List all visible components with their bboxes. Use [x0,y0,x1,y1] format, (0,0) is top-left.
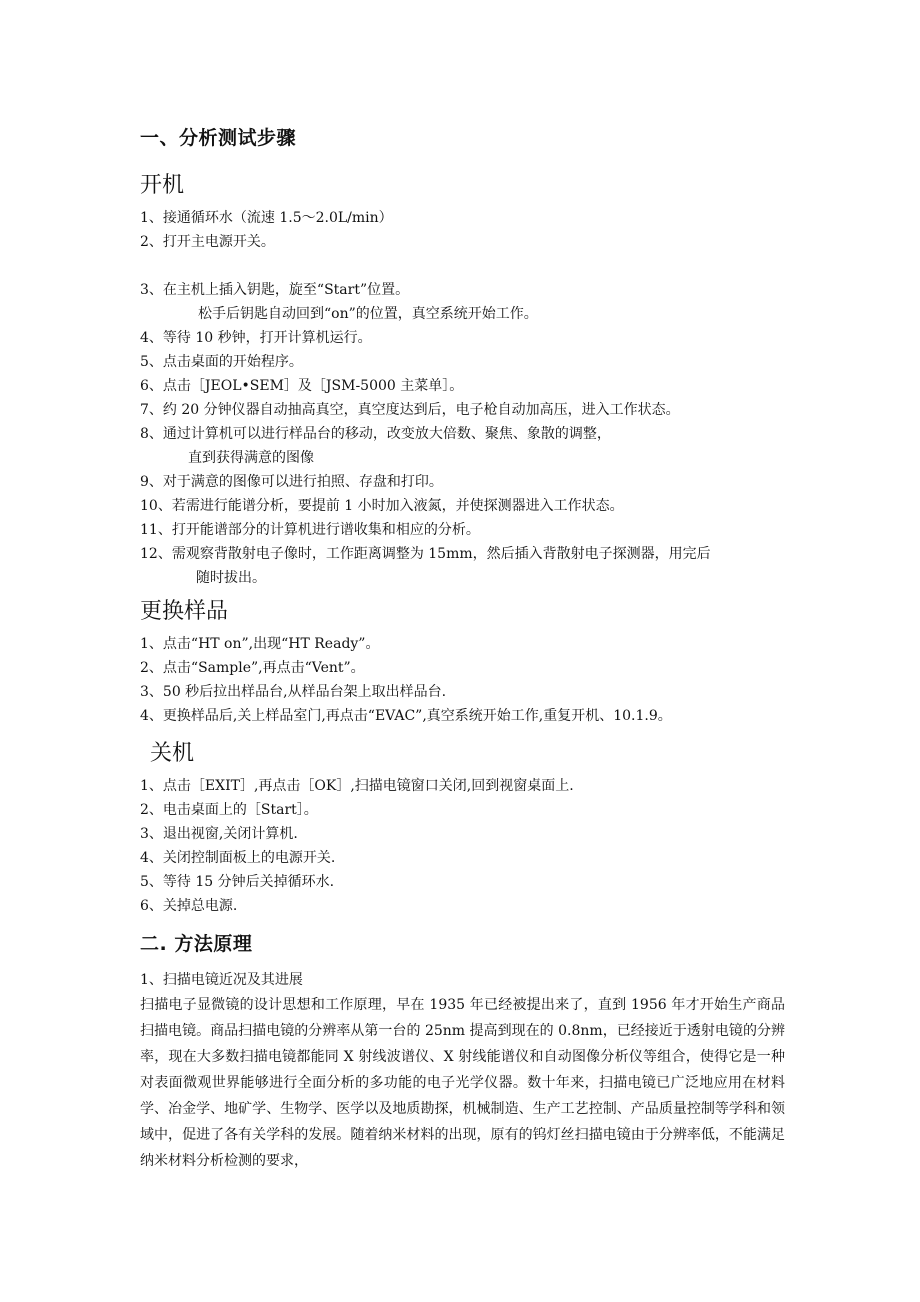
sample-steps [140,632,790,728]
list-item: 5、等待 15 分钟后关掉循环水. [140,874,335,890]
section-heading-analysis: 一、分析测试步骤 [140,127,297,149]
shutdown-steps [140,774,790,918]
list-item-continuation: 随时拔出。 [196,570,266,586]
list-item: 6、点击［JEOL•SEM］及［JSM-5000 主菜单］。 [140,378,464,394]
list-item: 1、点击“HT on”,出现“HT Ready”。 [140,636,380,652]
list-item-continuation: 松手后钥匙自动回到“on”的位置，真空系统开始工作。 [198,306,538,322]
document-page [140,118,790,1174]
subheading-startup: 开机 [140,173,185,198]
list-item: 11、打开能谱部分的计算机进行谱收集和相应的分析。 [140,522,480,538]
list-item: 4、关闭控制面板上的电源开关. [140,850,336,866]
body-paragraph: 扫描电子显微镜的设计思想和工作原理，早在 1935 年已经被提出来了，直到 1956 年才开始生产商品扫描电镜。商品扫描电镜的分辨率从第一台的 25nm 提高到现在的 0.8nm，已经接近于透射电镜的分辨率，现在大多数扫描电镜都能同 X 射线波谱仪、X 射线能谱仪和自动图像分析仪等组合，使得它是一种对表面微观世界能够进行全面分析的多功能的电子光学仪器。数十年来，扫描电镜已广泛地应用在材料学、冶金学、地矿学、生物学、医学以及地质勘探，机械制造、生产工艺控制、产品质量控制等学科和领域中，促进了各有关学科的发展。随着纳米材料的出现，原有的钨灯丝扫描电镜由于分辨率低，不能满足纳米材料分析检测的要求， [140,997,785,1169]
list-item: 3、退出视窗,关闭计算机. [140,826,298,842]
list-item: 4、等待 10 秒钟，打开计算机运行。 [140,330,372,346]
subsection-title: 1、扫描电镜近况及其进展 [140,972,303,988]
list-item: 2、点击“Sample”,再点击“Vent”。 [140,660,365,676]
list-item: 6、关掉总电源. [140,898,238,914]
list-item: 8、通过计算机可以进行样品台的移动，改变放大倍数、聚焦、象散的调整， [140,426,611,442]
list-item: 9、对于满意的图像可以进行拍照、存盘和打印。 [140,474,443,490]
list-item: 5、点击桌面的开始程序。 [140,354,303,370]
list-item: 1、接通循环水（流速 1.5～2.0L/min） [140,210,393,226]
section-heading-principle: 二. 方法原理 [140,933,253,955]
list-item: 12、需观察背散射电子像时，工作距离调整为 15mm，然后插入背散射电子探测器，用完后 [140,546,711,562]
list-item: 10、若需进行能谱分析，要提前 1 小时加入液氮，并使探测器进入工作状态。 [140,498,624,514]
startup-steps [140,206,790,590]
list-item: 2、电击桌面上的［Start］。 [140,802,318,818]
list-item: 3、50 秒后拉出样品台,从样品台架上取出样品台. [140,684,447,700]
list-item: 3、在主机上插入钥匙，旋至“Start”位置。 [140,282,410,298]
list-item-continuation: 直到获得满意的图像 [188,450,314,466]
list-item: 7、约 20 分钟仪器自动抽高真空，真空度达到后，电子枪自动加高压，进入工作状态。 [140,402,680,418]
list-item: 1、点击［EXIT］,再点击［OK］,扫描电镜窗口关闭,回到视窗桌面上. [140,778,574,794]
list-item: 2、打开主电源开关。 [140,234,275,250]
list-item: 4、更换样品后,关上样品室门,再点击“EVAC”,真空系统开始工作,重复开机、10.1.9。 [140,708,672,724]
subheading-shutdown: 关机 [150,741,195,766]
subheading-change-sample: 更换样品 [140,599,229,624]
